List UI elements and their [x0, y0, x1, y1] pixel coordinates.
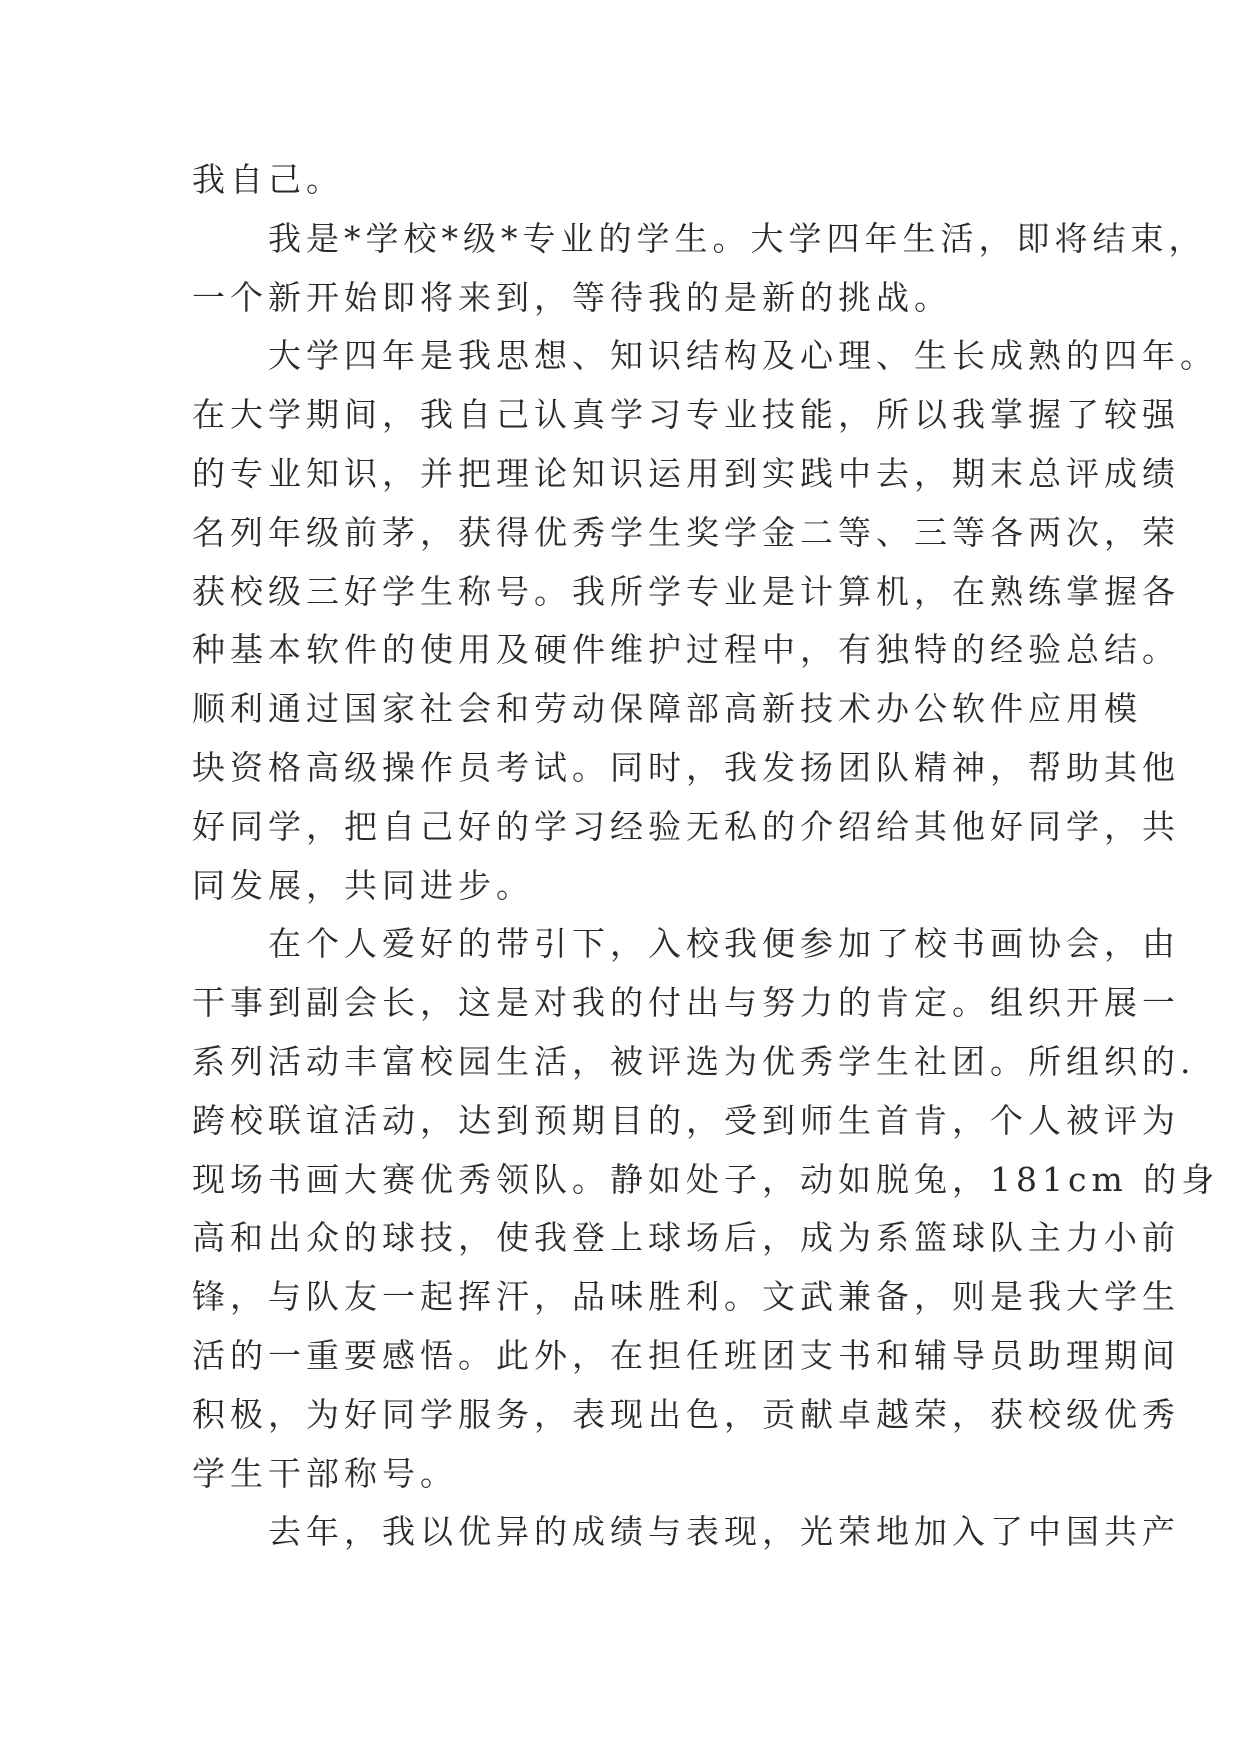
text-line: 学生干部称号。 — [192, 1453, 458, 1493]
text-line: 顺利通过国家社会和劳动保障部高新技术办公软件应用模 — [192, 689, 1142, 729]
text-line: 一个新开始即将来到，等待我的是新的挑战。 — [192, 277, 952, 317]
text-line: 名列年级前茅，获得优秀学生奖学金二等、三等各两次，荣 — [192, 512, 1180, 552]
text-line: 积极，为好同学服务，表现出色，贡献卓越荣，获校级优秀 — [192, 1394, 1180, 1434]
text-line: 干事到副会长，这是对我的付出与努力的肯定。组织开展一 — [192, 983, 1180, 1023]
text-line: 好同学，把自己好的学习经验无私的介绍给其他好同学，共 — [192, 806, 1180, 846]
text-line: 跨校联谊活动，达到预期目的，受到师生首肯，个人被评为 — [192, 1100, 1180, 1140]
text-line: 获校级三好学生称号。我所学专业是计算机，在熟练掌握各 — [192, 571, 1180, 611]
text-line: 高和出众的球技，使我登上球场后，成为系篮球队主力小前 — [192, 1218, 1180, 1258]
text-line: 我自己。 — [192, 160, 344, 199]
text-line: 现场书画大赛优秀领队。静如处子，动如脱兔，181cm 的身 — [192, 1159, 1220, 1199]
body-text — [192, 151, 1220, 1562]
text-line: 的专业知识，并把理论知识运用到实践中去，期末总评成绩 — [192, 453, 1180, 493]
text-line: 在个人爱好的带引下，入校我便参加了校书画协会，由 — [192, 924, 1180, 964]
text-line: 种基本软件的使用及硬件维护过程中，有独特的经验总结。 — [192, 630, 1180, 670]
text-line: 块资格高级操作员考试。同时，我发扬团队精神，帮助其他 — [192, 747, 1180, 787]
text-line: 活的一重要感悟。此外，在担任班团支书和辅导员助理期间 — [192, 1335, 1180, 1375]
text-line: 去年，我以优异的成绩与表现，光荣地加入了中国共产 — [192, 1512, 1180, 1552]
text-line: 同发展，共同进步。 — [192, 865, 534, 905]
text-line: 大学四年是我思想、知识结构及心理、生长成熟的四年。 — [192, 336, 1218, 376]
text-line: 在大学期间，我自己认真学习专业技能，所以我掌握了较强 — [192, 395, 1180, 435]
text-line: 我是*学校*级*专业的学生。大学四年生活，即将结束， — [192, 218, 1207, 258]
text-line: 锋，与队友一起挥汗，品味胜利。文武兼备，则是我大学生 — [192, 1277, 1180, 1317]
text-line: 系列活动丰富校园生活，被评选为优秀学生社团。所组织的. — [192, 1041, 1196, 1081]
